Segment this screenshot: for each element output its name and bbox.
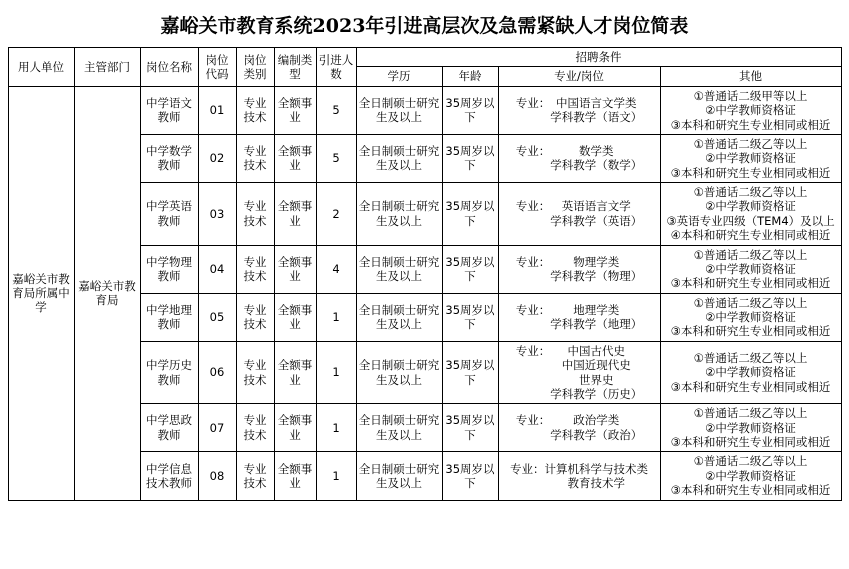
cell-dept: 嘉峪关市教育局 bbox=[74, 86, 140, 500]
cell-age: 35周岁以下 bbox=[442, 293, 498, 341]
cell-age: 35周岁以下 bbox=[442, 452, 498, 500]
cell-education: 全日制硕士研究生及以上 bbox=[356, 452, 442, 500]
cell-major bbox=[498, 86, 660, 134]
cell-post-category: 专业技术 bbox=[236, 134, 274, 182]
major-prefix: 专业： bbox=[515, 95, 551, 110]
major-lines: 政治学类 学科教学（政治） bbox=[550, 413, 643, 442]
cell-other: ①普通话二级乙等以上 ②中学教师资格证 ③本科和研究生专业相同或相近 bbox=[660, 293, 841, 341]
page-title: 嘉峪关市教育系统2023年引进高层次及急需紧缺人才岗位简表 bbox=[160, 15, 689, 37]
cell-major bbox=[498, 134, 660, 182]
cell-post-name: 中学地理教师 bbox=[140, 293, 198, 341]
header-row-1 bbox=[8, 48, 841, 67]
header-education: 学历 bbox=[356, 67, 442, 86]
cell-major bbox=[498, 452, 660, 500]
cell-count: 4 bbox=[316, 245, 356, 293]
cell-post-code: 07 bbox=[198, 404, 236, 452]
cell-education: 全日制硕士研究生及以上 bbox=[356, 293, 442, 341]
major-prefix: 专业： bbox=[515, 302, 551, 317]
cell-post-name: 中学思政教师 bbox=[140, 404, 198, 452]
major-lines: 物理学类 学科教学（物理） bbox=[550, 254, 643, 284]
cell-other: ①普通话二级乙等以上 ②中学教师资格证 ③本科和研究生专业相同或相近 bbox=[660, 341, 841, 404]
table-row bbox=[8, 86, 841, 134]
cell-age: 35周岁以下 bbox=[442, 134, 498, 182]
cell-count: 1 bbox=[316, 293, 356, 341]
cell-major bbox=[498, 404, 660, 452]
cell-establishment: 全额事业 bbox=[274, 134, 316, 182]
cell-education: 全日制硕士研究生及以上 bbox=[356, 86, 442, 134]
major-lines: 中国语言文学类 学科教学（语文） bbox=[550, 95, 643, 125]
cell-establishment: 全额事业 bbox=[274, 452, 316, 500]
cell-post-name: 中学英语教师 bbox=[140, 183, 198, 246]
cell-post-category: 专业技术 bbox=[236, 86, 274, 134]
header-count: 引进人数 bbox=[316, 48, 356, 87]
cell-post-category: 专业技术 bbox=[236, 341, 274, 404]
cell-post-code: 08 bbox=[198, 452, 236, 500]
header-conditions-group: 招聘条件 bbox=[356, 48, 841, 67]
major-lines: 计算机科学与技术类 教育技术学 bbox=[544, 461, 648, 490]
cell-major bbox=[498, 293, 660, 341]
major-prefix: 专业： bbox=[515, 144, 551, 159]
major-lines: 地理学类 学科教学（地理） bbox=[550, 302, 643, 332]
cell-other: ①普通话二级乙等以上 ②中学教师资格证 ③英语专业四级（TEM4）及以上 ④本科和研究生专业相同或相近 bbox=[660, 183, 841, 246]
cell-other: ①普通话二级乙等以上 ②中学教师资格证 ③本科和研究生专业相同或相近 bbox=[660, 245, 841, 293]
cell-education: 全日制硕士研究生及以上 bbox=[356, 183, 442, 246]
cell-post-category: 专业技术 bbox=[236, 293, 274, 341]
cell-post-category: 专业技术 bbox=[236, 183, 274, 246]
cell-post-name: 中学语文教师 bbox=[140, 86, 198, 134]
cell-age: 35周岁以下 bbox=[442, 404, 498, 452]
cell-education: 全日制硕士研究生及以上 bbox=[356, 134, 442, 182]
cell-other: ①普通话二级乙等以上 ②中学教师资格证 ③本科和研究生专业相同或相近 bbox=[660, 134, 841, 182]
cell-count: 1 bbox=[316, 341, 356, 404]
cell-post-code: 01 bbox=[198, 86, 236, 134]
cell-establishment: 全额事业 bbox=[274, 245, 316, 293]
header-post-name: 岗位名称 bbox=[140, 48, 198, 87]
cell-education: 全日制硕士研究生及以上 bbox=[356, 245, 442, 293]
major-lines: 中国古代史 中国近现代史 世界史 学科教学（历史） bbox=[550, 343, 643, 401]
cell-other: ①普通话二级甲等以上 ②中学教师资格证 ③本科和研究生专业相同或相近 bbox=[660, 86, 841, 134]
cell-post-code: 06 bbox=[198, 341, 236, 404]
cell-post-code: 02 bbox=[198, 134, 236, 182]
cell-count: 5 bbox=[316, 134, 356, 182]
cell-post-name: 中学数学教师 bbox=[140, 134, 198, 182]
cell-count: 2 bbox=[316, 183, 356, 246]
cell-age: 35周岁以下 bbox=[442, 183, 498, 246]
cell-post-name: 中学历史教师 bbox=[140, 341, 198, 404]
header-unit: 用人单位 bbox=[8, 48, 74, 87]
cell-age: 35周岁以下 bbox=[442, 245, 498, 293]
header-dept: 主管部门 bbox=[74, 48, 140, 87]
cell-other: ①普通话二级乙等以上 ②中学教师资格证 ③本科和研究生专业相同或相近 bbox=[660, 452, 841, 500]
cell-post-code: 04 bbox=[198, 245, 236, 293]
job-positions-table bbox=[8, 47, 842, 501]
cell-major bbox=[498, 183, 660, 246]
cell-age: 35周岁以下 bbox=[442, 86, 498, 134]
cell-establishment: 全额事业 bbox=[274, 404, 316, 452]
cell-count: 1 bbox=[316, 404, 356, 452]
header-age: 年龄 bbox=[442, 67, 498, 86]
major-lines: 英语语言文学 学科教学（英语） bbox=[550, 199, 643, 228]
cell-count: 5 bbox=[316, 86, 356, 134]
cell-post-code: 05 bbox=[198, 293, 236, 341]
cell-establishment: 全额事业 bbox=[274, 293, 316, 341]
header-other: 其他 bbox=[660, 67, 841, 86]
cell-other: ①普通话二级乙等以上 ②中学教师资格证 ③本科和研究生专业相同或相近 bbox=[660, 404, 841, 452]
cell-post-name: 中学信息技术教师 bbox=[140, 452, 198, 500]
cell-post-category: 专业技术 bbox=[236, 452, 274, 500]
header-post-category: 岗位类别 bbox=[236, 48, 274, 87]
major-prefix: 专业： bbox=[510, 461, 545, 476]
major-prefix: 专业： bbox=[515, 413, 551, 428]
major-lines: 数学类 学科教学（数学） bbox=[550, 144, 643, 173]
table-body bbox=[8, 86, 841, 500]
major-prefix: 专业： bbox=[515, 343, 551, 358]
cell-count: 1 bbox=[316, 452, 356, 500]
header-establishment: 编制类型 bbox=[274, 48, 316, 87]
table-header bbox=[8, 48, 841, 87]
major-prefix: 专业： bbox=[515, 199, 551, 214]
cell-education: 全日制硕士研究生及以上 bbox=[356, 341, 442, 404]
header-post-code: 岗位代码 bbox=[198, 48, 236, 87]
cell-establishment: 全额事业 bbox=[274, 86, 316, 134]
cell-unit: 嘉峪关市教育局所属中学 bbox=[8, 86, 74, 500]
cell-education: 全日制硕士研究生及以上 bbox=[356, 404, 442, 452]
cell-major bbox=[498, 245, 660, 293]
cell-post-name: 中学物理教师 bbox=[140, 245, 198, 293]
major-prefix: 专业： bbox=[515, 254, 551, 269]
cell-post-category: 专业技术 bbox=[236, 404, 274, 452]
cell-establishment: 全额事业 bbox=[274, 341, 316, 404]
cell-major bbox=[498, 341, 660, 404]
cell-post-code: 03 bbox=[198, 183, 236, 246]
cell-age: 35周岁以下 bbox=[442, 341, 498, 404]
cell-establishment: 全额事业 bbox=[274, 183, 316, 246]
header-major: 专业/岗位 bbox=[498, 67, 660, 86]
cell-post-category: 专业技术 bbox=[236, 245, 274, 293]
